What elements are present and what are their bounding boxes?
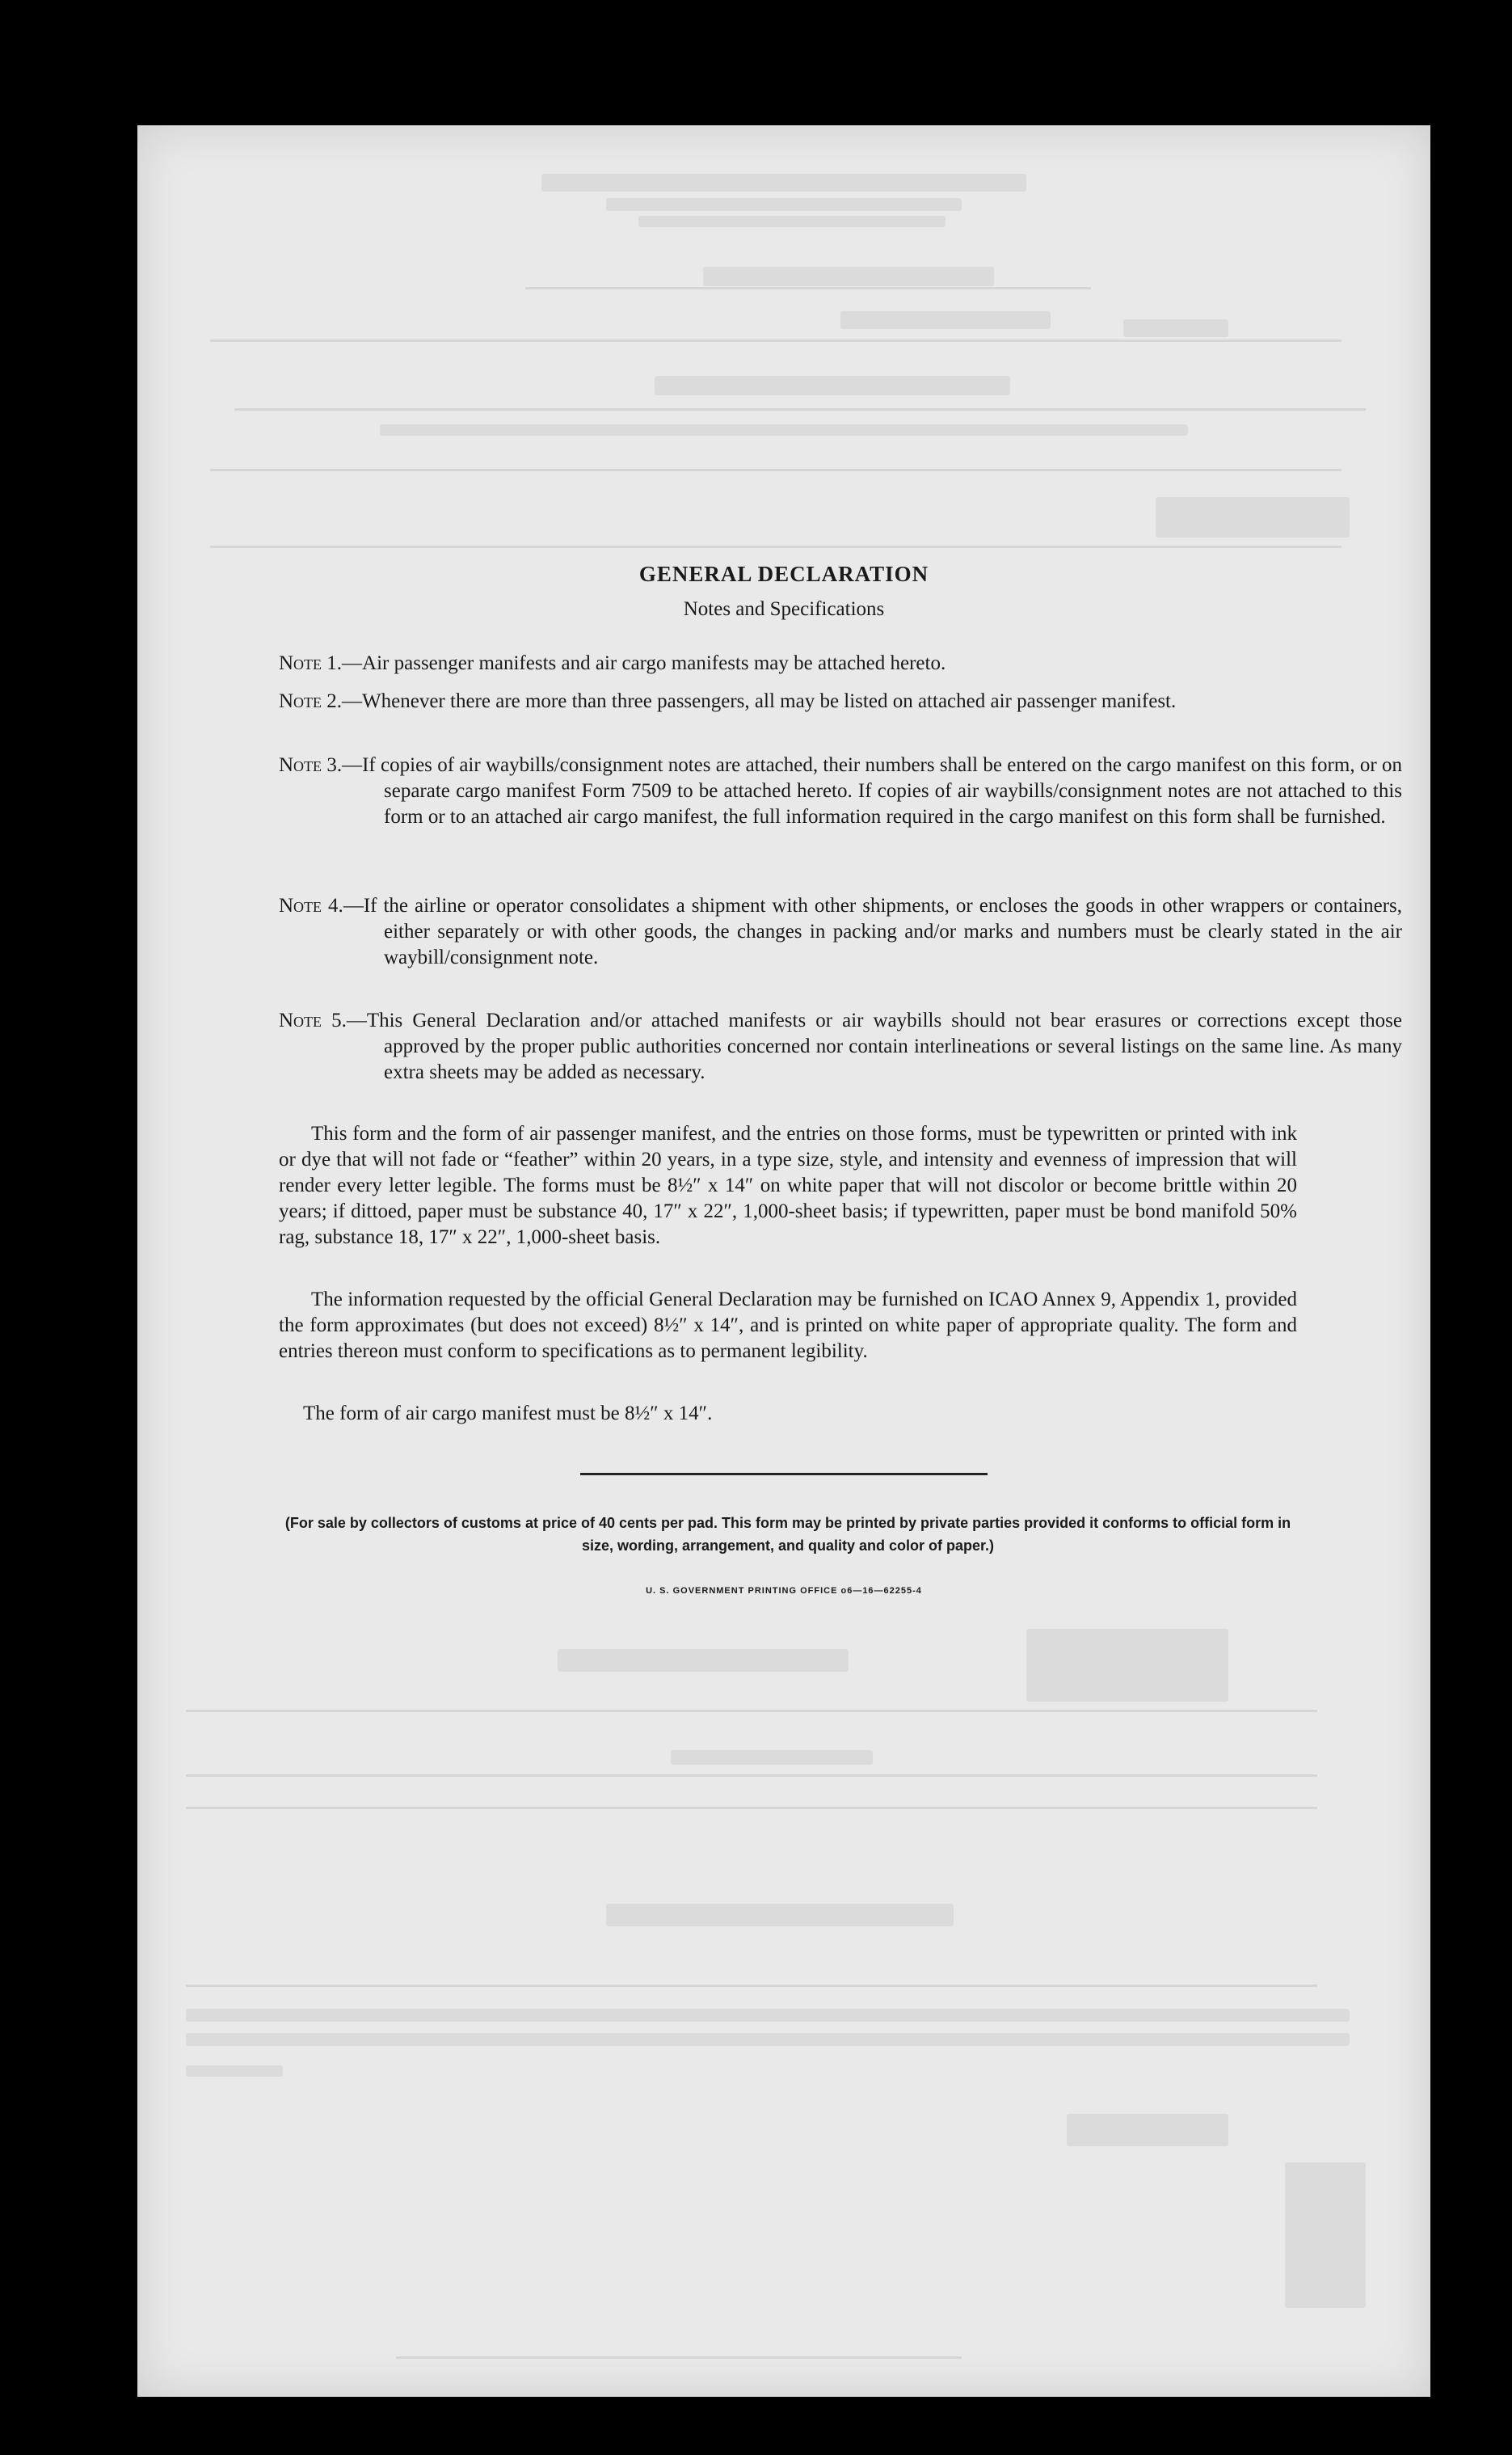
- note-3-label: Note 3.: [279, 754, 343, 776]
- page-subtitle: Notes and Specifications: [683, 598, 885, 620]
- note-4: [279, 893, 1402, 971]
- divider-rule: [580, 1473, 988, 1475]
- note-1-text: —Air passenger manifests and air cargo manifests may be attached hereto.: [342, 652, 946, 674]
- note-3: [279, 753, 1402, 830]
- printer-line: U. S. GOVERNMENT PRINTING OFFICE o6—16—62255-4: [646, 1586, 922, 1596]
- note-1-label: Note 1.: [279, 652, 343, 674]
- note-5-text: —This General Declaration and/or attached manifests or air waybills should not bear erasures or corrections except those approved by the proper public authorities concerned nor contain interlineations or several listings on the same line. As many extra sheets may be added as necessary.: [346, 1010, 1403, 1083]
- sale-notice: (For sale by collectors of customs at price of 40 cents per pad. This form may be printed by private parties provided it conforms to official form in size, wording, arrangement, and quality and color of paper.): [284, 1515, 1291, 1554]
- paragraph-form-specifications: This form and the form of air passenger manifest, and the entries on those forms, must be typewritten or printed with ink or dye that will not fade or “feather” within 20 years, in a type size, style, and intensity and evenness of impression that will render every letter legible. The forms must be 8½″ x 14″ on white paper that will not discolor or become brittle within 20 years; if dittoed, paper must be substance 40, 17″ x 22″, 1,000-sheet basis; if typewritten, paper must be bond manifold 50% rag, substance 18, 17″ x 22″, 1,000-sheet basis.: [279, 1123, 1297, 1248]
- bleed-through-texture: [137, 125, 1430, 2397]
- note-2-label: Note 2.: [279, 690, 343, 712]
- document-page: [137, 125, 1430, 2397]
- note-4-label: Note 4.: [279, 895, 343, 917]
- cargo-manifest-size-line: The form of air cargo manifest must be 8½″ x 14″.: [303, 1403, 713, 1424]
- note-1: [279, 651, 1402, 677]
- paragraph-icao-annex: The information requested by the official General Declaration may be furnished on ICAO Annex 9, Appendix 1, provided the form approximates (but does not exceed) 8½″ x 14″, and is printed on white paper of appropriate quality. The form and entries thereon must conform to specifications as to permanent legibility.: [279, 1289, 1297, 1362]
- note-4-text: —If the airline or operator consolidates a shipment with other shipments, or encloses the goods in other wrappers or containers, either separately or with other goods, the changes in packing and/or marks and numbers must be clearly stated in the air waybill/consignment note.: [343, 895, 1403, 968]
- note-5: [279, 1008, 1402, 1086]
- note-5-label: Note 5.: [279, 1010, 347, 1031]
- note-3-text: —If copies of air waybills/consignment notes are attached, their numbers shall be entered on the cargo manifest on this form, or on separate cargo manifest Form 7509 to be attached hereto. If copies of air waybills/consignment notes are not attached to this form or to an attached air cargo manifest, the full information required in the cargo manifest on this form shall be furnished.: [342, 754, 1402, 828]
- note-2-text: —Whenever there are more than three passengers, all may be listed on attached air passenger manifest.: [342, 690, 1177, 712]
- note-2: [279, 689, 1402, 715]
- page-title: GENERAL DECLARATION: [638, 562, 929, 586]
